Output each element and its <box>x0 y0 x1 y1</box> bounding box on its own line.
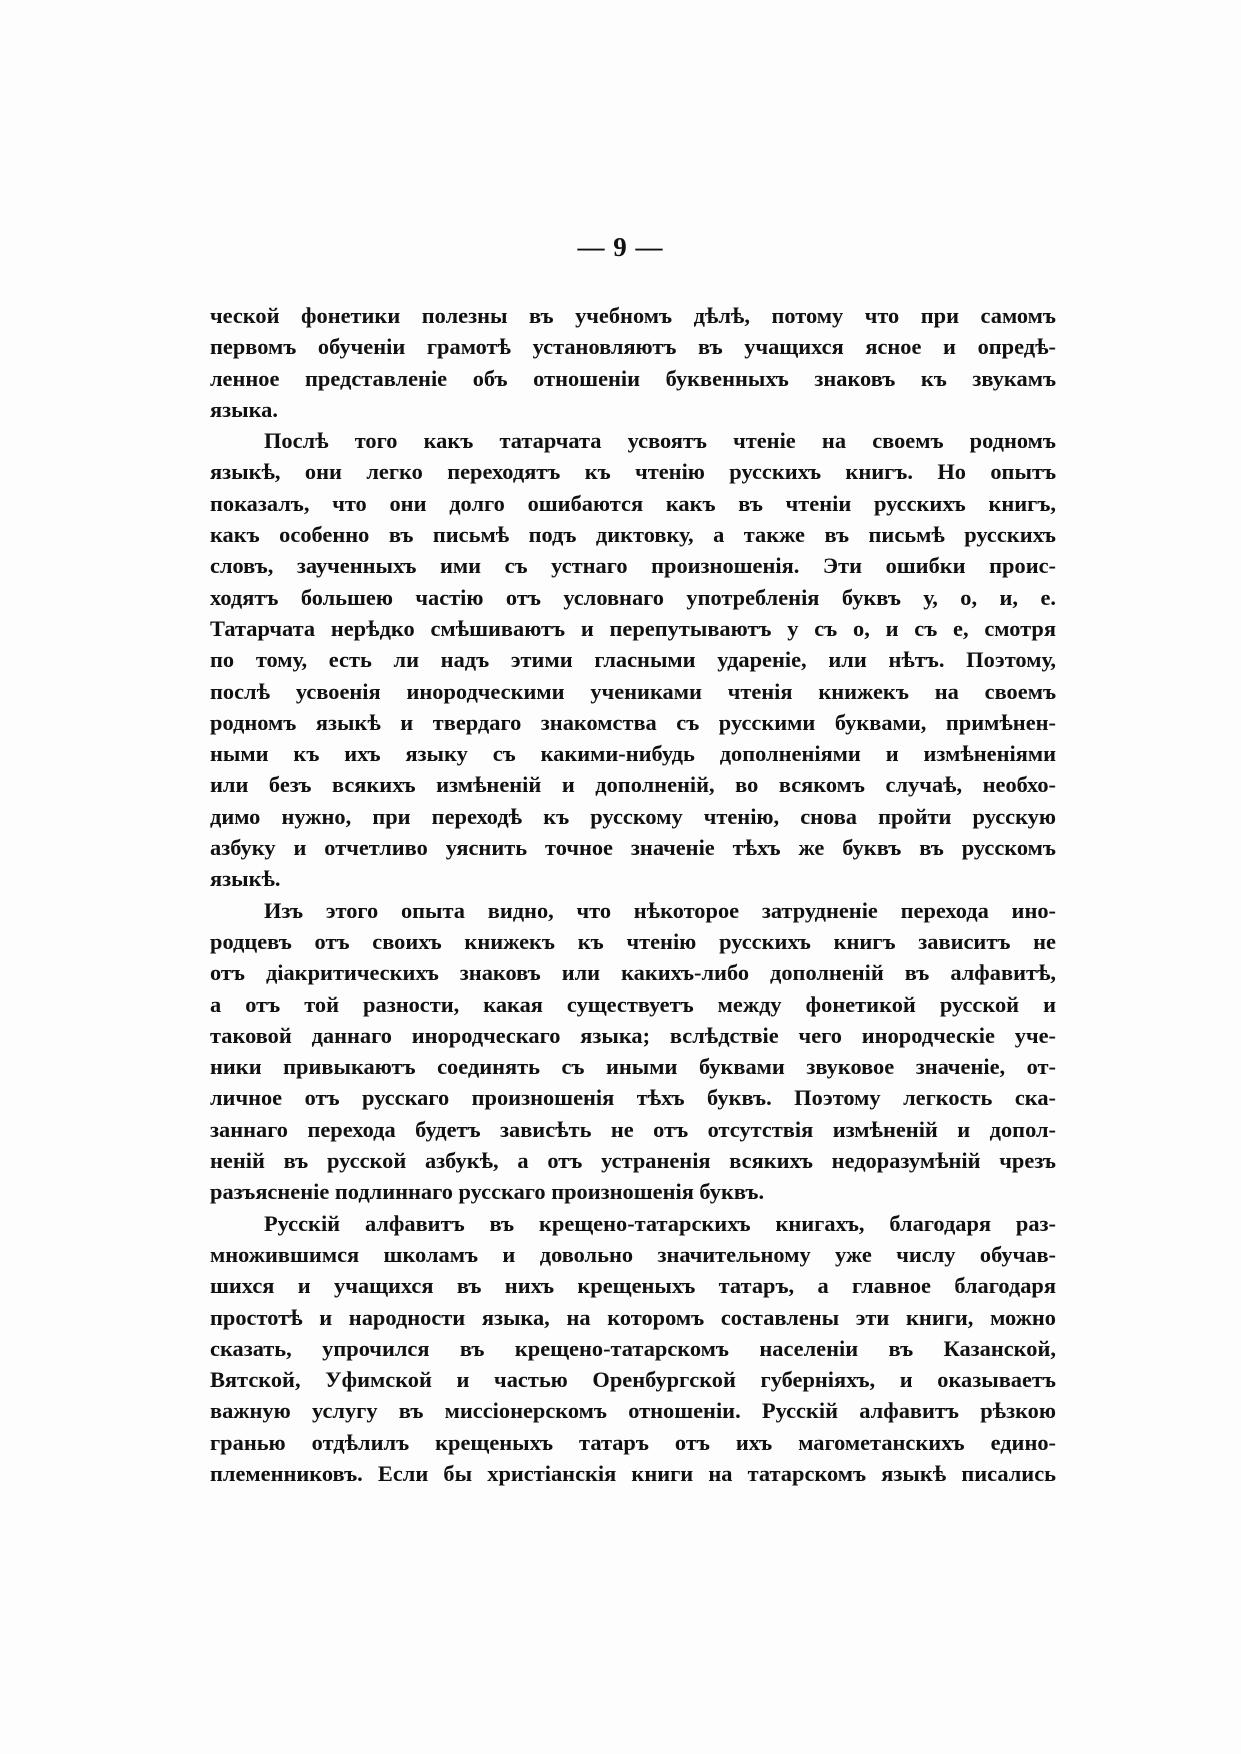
text-line: Послѣ того какъ татарчата усвоятъ чтеніе на своемъ родномъ <box>264 428 1056 454</box>
text-line: гранью отдѣлилъ крещеныхъ татаръ отъ ихъ магометанскихъ едино- <box>210 1429 1056 1455</box>
paragraph-4 <box>210 1208 1056 1490</box>
text-line: простотѣ и народности языка, на которомъ составлены эти книги, можно <box>210 1304 1056 1330</box>
text-line: послѣ усвоенія инородческими учениками чтенія книжекъ на своемъ <box>210 678 1056 704</box>
text-line: или безъ всякихъ измѣненій и дополненій, во всякомъ случаѣ, необхо- <box>210 772 1056 798</box>
text-line: сказать, упрочился въ крещено-татарскомъ населеніи въ Казанской, <box>210 1335 1056 1361</box>
text-line: родцевъ отъ своихъ книжекъ къ чтенію русскихъ книгъ зависитъ не <box>210 928 1056 954</box>
text-line: показалъ, что они долго ошибаются какъ въ чтеніи русскихъ книгъ, <box>210 490 1056 516</box>
text-line: Русскій алфавитъ въ крещено-татарскихъ книгахъ, благодаря раз- <box>264 1210 1056 1236</box>
text-line: таковой даннаго инородческаго языка; вслѣдствіе чего инородческіе уче- <box>210 1022 1056 1048</box>
text-line: языка. <box>210 396 278 422</box>
text-line: ческой фонетики полезны въ учебномъ дѣлѣ, потому что при самомъ <box>210 303 1056 328</box>
text-line: множившимся школамъ и довольно значительному уже числу обучав- <box>210 1241 1056 1267</box>
text-line: неній въ русской азбукѣ, а отъ устраненія всякихъ недоразумѣній чрезъ <box>210 1148 1056 1174</box>
body-text <box>210 300 1056 1489</box>
text-line: азбуку и отчетливо уяснить точное значеніе тѣхъ же буквъ въ русскомъ <box>210 835 1056 861</box>
text-line: Вятской, Уфимской и частью Оренбургской губерніяхъ, и оказываетъ <box>210 1367 1056 1393</box>
paragraph-3 <box>210 895 1056 1208</box>
text-line: языкѣ, они легко переходятъ къ чтенію русскихъ книгъ. Но опытъ <box>210 459 1056 485</box>
text-line: важную услугу въ миссіонерскомъ отношеніи. Русскій алфавитъ рѣзкою <box>210 1398 1056 1424</box>
text-line: какъ особенно въ письмѣ подъ диктовку, а также въ письмѣ русскихъ <box>210 522 1056 548</box>
text-line: ходятъ большею частію отъ условнаго употребленія буквъ у, о, и, е. <box>210 584 1056 610</box>
text-line: ными къ ихъ языку съ какими-нибудь дополненіями и измѣненіями <box>210 741 1056 767</box>
text-line: личное отъ русскаго произношенія тѣхъ буквъ. Поэтому легкость ска- <box>210 1085 1056 1111</box>
paragraph-1 <box>210 300 1056 425</box>
text-line: димо нужно, при переходѣ къ русскому чтенію, снова пройти русскую <box>210 803 1056 829</box>
text-line: по тому, есть ли надъ этими гласными удареніе, или нѣтъ. Поэтому, <box>210 647 1056 673</box>
paragraph-2 <box>210 425 1056 894</box>
text-line: разъясненіе подлиннаго русскаго произношенія буквъ. <box>210 1179 765 1205</box>
text-line: ники привыкаютъ соединять съ иными буквами звуковое значеніе, от- <box>210 1054 1056 1080</box>
text-line: отъ діакритическихъ знаковъ или какихъ-либо дополненій въ алфавитѣ, <box>210 960 1056 986</box>
text-line: ленное представленіе объ отношеніи буквенныхъ знаковъ къ звукамъ <box>210 365 1056 391</box>
text-line: родномъ языкѣ и твердаго знакомства съ русскими буквами, примѣнен- <box>210 709 1056 735</box>
page-number: — 9 — <box>577 232 664 262</box>
text-line: Татарчата нерѣдко смѣшиваютъ и перепутываютъ у съ о, и съ е, смотря <box>210 615 1056 641</box>
text-line: а отъ той разности, какая существуетъ между фонетикой русской и <box>210 991 1056 1017</box>
text-line: Изъ этого опыта видно, что нѣкоторое затрудненіе перехода ино- <box>264 897 1056 923</box>
text-line: заннаго перехода будетъ зависѣть не отъ отсутствія измѣненій и допол- <box>210 1116 1056 1142</box>
text-line: первомъ обученіи грамотѣ установляютъ въ учащихся ясное и опредѣ- <box>210 334 1056 360</box>
text-line: шихся и учащихся въ нихъ крещеныхъ татаръ, а главное благодаря <box>210 1273 1056 1299</box>
text-line: словъ, заученныхъ ими съ устнаго произношенія. Эти ошибки проис- <box>210 553 1056 579</box>
text-line: племенниковъ. Если бы христіанскія книги на татарскомъ языкѣ писались <box>210 1460 1056 1486</box>
text-line: языкѣ. <box>210 866 281 892</box>
